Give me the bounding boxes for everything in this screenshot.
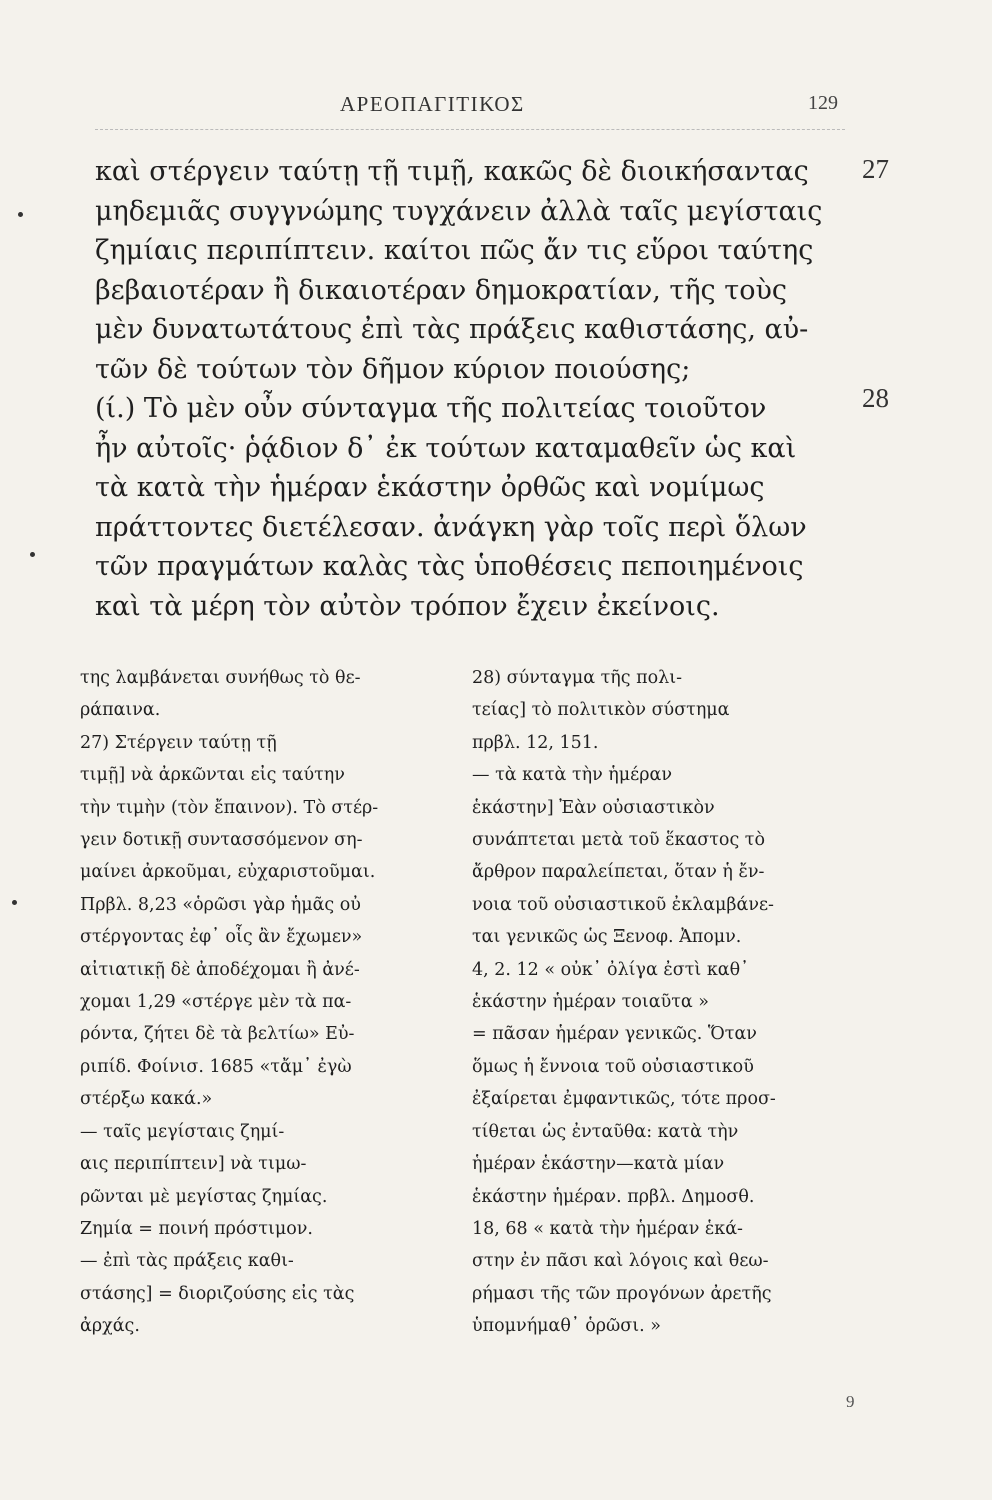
commentary-line: τείας] τὸ πολιτικὸν σύστημα — [472, 700, 730, 721]
commentary-line: συνάπτεται μετὰ τοῦ ἕκαστος τὸ — [472, 830, 766, 851]
commentary-line: ἑκάστην ἡμέραν τοιαῦτα » — [472, 992, 709, 1013]
main-text-line: τῶν πραγμάτων καλὰς τὰς ὑποθέσεις πεποιημένοις — [95, 551, 804, 582]
commentary-line: μαίνει ἀρκοῦμαι, εὐχαριστοῦμαι. — [80, 862, 376, 883]
commentary-line: αἰτιατικῇ δὲ ἀποδέχομαι ἢ ἀνέ- — [80, 959, 360, 980]
commentary-line: 4, 2. 12 « οὐκ᾽ ὀλίγα ἐστὶ καθ᾽ — [472, 959, 749, 980]
commentary-line: πρβλ. 12, 151. — [472, 732, 599, 753]
commentary-line: ὅμως ἡ ἔννοια τοῦ οὐσιαστικοῦ — [472, 1056, 754, 1077]
commentary-line: νοια τοῦ οὐσιαστικοῦ ἐκλαμβάνε- — [472, 894, 774, 915]
section-number-28: 28 — [862, 383, 889, 413]
commentary-line: αις περιπίπτειν] νὰ τιμω- — [80, 1154, 307, 1175]
main-text-line: ἦν αὐτοῖς· ῥᾴδιον δ᾽ ἐκ τούτων καταμαθεῖν ὡς καὶ — [95, 432, 797, 464]
commentary-line: Ζημία = ποινή πρόστιμον. — [80, 1218, 313, 1239]
signature-mark: 9 — [846, 1392, 855, 1411]
commentary-line: τιμῇ] νὰ ἀρκῶνται εἰς ταύτην — [80, 765, 345, 786]
commentary-line: ράπαινα. — [80, 700, 161, 721]
commentary-line: ἑκάστην] Ἐὰν οὐσιαστικὸν — [472, 797, 715, 818]
commentary-line: ἐξαίρεται ἐμφαντικῶς, τότε προσ- — [472, 1089, 776, 1110]
commentary-line: στην ἐν πᾶσι καὶ λόγοις καὶ θεω- — [472, 1251, 769, 1272]
main-text-line: (ί.) Τὸ μὲν οὖν σύνταγμα τῆς πολιτείας τοιοῦτον — [95, 393, 767, 424]
main-text-line: καὶ τὰ μέρη τὸν αὐτὸν τρόπον ἔχειν ἐκείνοις. — [95, 590, 720, 622]
print-mark — [30, 552, 35, 557]
commentary-line: ἀρχάς. — [80, 1316, 140, 1337]
main-text-line: μὲν δυνατωτάτους ἐπὶ τὰς πράξεις καθιστάσης, αὐ- — [95, 314, 809, 345]
commentary-line: ἄρθρον παραλείπεται, ὅταν ἡ ἔν- — [472, 862, 765, 883]
commentary-line: — τὰ κατὰ τὴν ἡμέραν — [472, 765, 672, 786]
print-mark — [18, 212, 23, 217]
main-text — [95, 152, 840, 626]
main-text-line: καὶ στέργειν ταύτῃ τῇ τιμῇ, κακῶς δὲ διοικήσαντας — [95, 156, 809, 187]
commentary-line: χομαι 1,29 «στέργε μὲν τὰ πα- — [80, 992, 352, 1013]
commentary-line: ὑπομνήμαθ᾽ ὁρῶσι. » — [472, 1316, 661, 1337]
commentary-line: = πᾶσαν ἡμέραν γενικῶς. Ὅταν — [472, 1024, 757, 1045]
commentary-line: — ταῖς μεγίσταις ζημί- — [80, 1121, 285, 1142]
commentary-right-column — [472, 662, 848, 1343]
main-text-line: ζημίαις περιπίπτειν. καίτοι πῶς ἄν τις εὕροι ταύτης — [95, 235, 814, 266]
main-text-line: τῶν δὲ τούτων τὸν δῆμον κύριον ποιούσης; — [95, 353, 691, 385]
commentary-line: ἑκάστην ἡμέραν. πρβλ. Δημοσθ. — [472, 1186, 755, 1207]
commentary-line: ται γενικῶς ὡς Ξενοφ. Ἀπομν. — [472, 927, 742, 948]
main-text-line: πράττοντες διετέλεσαν. ἀνάγκη γὰρ τοῖς περὶ ὅλων — [95, 511, 807, 543]
main-text-line: τὰ κατὰ τὴν ἡμέραν ἑκάστην ὀρθῶς καὶ νομίμως — [95, 472, 765, 503]
commentary-line: στέργοντας ἐφ᾽ οἷς ἂν ἔχωμεν» — [80, 927, 363, 948]
print-mark — [12, 900, 17, 905]
commentary-line: ἡμέραν ἑκάστην—κατὰ μίαν — [472, 1154, 725, 1175]
commentary-line: γειν δοτικῇ συντασσόμενον ση- — [80, 830, 363, 851]
commentary-line: ριπίδ. Φοίνισ. 1685 «τἄμ᾽ ἐγὼ — [80, 1056, 352, 1077]
commentary-line: στάσης] = διοριζούσης εἰς τὰς — [80, 1283, 355, 1304]
commentary-left-column — [80, 662, 456, 1343]
commentary-line: — ἐπὶ τὰς πράξεις καθι- — [80, 1251, 294, 1272]
commentary-line: Πρβλ. 8,23 «ὁρῶσι γὰρ ἡμᾶς οὐ — [80, 894, 361, 915]
commentary-line: 18, 68 « κατὰ τὴν ἡμέραν ἑκά- — [472, 1218, 743, 1239]
commentary-line: ρήμασι τῆς τῶν προγόνων ἀρετῆς — [472, 1283, 772, 1304]
main-text-line: μηδεμιᾶς συγγνώμης τυγχάνειν ἀλλὰ ταῖς μεγίσταις — [95, 195, 823, 227]
commentary-line: της λαμβάνεται συνήθως τὸ θε- — [80, 668, 361, 688]
commentary-line: 27) Στέργειν ταύτῃ τῇ — [80, 732, 277, 753]
commentary-line: τίθεται ὡς ἐνταῦθα: κατὰ τὴν — [472, 1121, 739, 1142]
commentary-line: ρόντα, ζήτει δὲ τὰ βελτίω» Εὐ- — [80, 1024, 355, 1045]
header-rule — [95, 129, 845, 130]
commentary-line: στέρξω κακά.» — [80, 1089, 213, 1110]
main-text-line: βεβαιοτέραν ἢ δικαιοτέραν δημοκρατίαν, τῆς τοὺς — [95, 274, 787, 306]
commentary-line: ρῶνται μὲ μεγίστας ζημίας. — [80, 1186, 328, 1207]
commentary-line: τὴν τιμὴν (τὸν ἔπαινον). Τὸ στέρ- — [80, 797, 379, 818]
page-number: 129 — [808, 92, 838, 114]
section-number-27: 27 — [862, 154, 889, 184]
commentary-line: 28) σύνταγμα τῆς πολι- — [472, 668, 683, 688]
running-title: ΑΡΕΟΠΑΓΙΤΙΚΟΣ — [340, 92, 525, 116]
